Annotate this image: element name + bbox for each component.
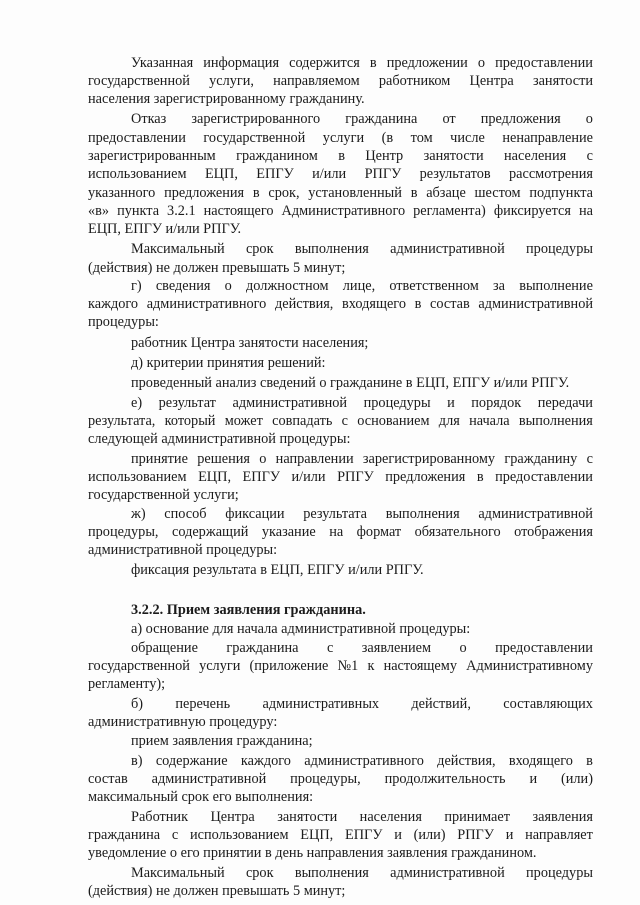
text-line: ЕЦП, ЕПГУ и/или РПГУ. xyxy=(88,221,242,237)
text-line: предоставлении государственной услуги (в том числе ненаправление xyxy=(88,130,593,146)
text-line: использованием ЕЦП, ЕПГУ и/или РПГУ предложения в предоставлении xyxy=(88,469,593,485)
text-line: использованием ЕЦП, ЕПГУ и/или РПГУ результатов рассмотрения xyxy=(88,166,593,182)
text-line: Максимальный срок выполнения административной процедуры xyxy=(131,241,593,257)
text-line: административной процедуры: xyxy=(88,542,278,558)
text-line: уведомление о его принятии в день направления заявления гражданином. xyxy=(88,845,537,861)
text-line: ж) способ фиксации результата выполнения административной xyxy=(131,506,593,522)
text-line: обращение гражданина с заявлением о предоставлении xyxy=(131,640,593,656)
text-line: максимальный срок его выполнения: xyxy=(88,789,314,805)
text-line: принятие решения о направлении зарегистрированному гражданину с xyxy=(131,451,593,467)
text-line: фиксация результата в ЕЦП, ЕПГУ и/или РПГУ. xyxy=(131,562,424,578)
section-heading: 3.2.2. Прием заявления гражданина. xyxy=(131,602,366,618)
text-line: г) сведения о должностном лице, ответственном за выполнение xyxy=(131,278,593,294)
text-line: административную процедуру: xyxy=(88,714,278,730)
text-line: зарегистрированным гражданином в Центр занятости населения с xyxy=(88,148,593,164)
text-line: процедуры: xyxy=(88,314,159,330)
text-line: (действия) не должен превышать 5 минут; xyxy=(88,883,346,899)
text-line: государственной услуги (приложение №1 к настоящему Административному xyxy=(88,658,593,674)
text-line: е) результат административной процедуры и порядок передачи xyxy=(131,395,593,411)
text-line: регламенту); xyxy=(88,676,166,692)
text-line: прием заявления гражданина; xyxy=(131,733,313,749)
text-line: «в» пункта 3.2.1 настоящего Административного регламента) фиксируется на xyxy=(88,203,593,219)
text-line: результата, который может совпадать с основанием для начала выполнения xyxy=(88,413,593,429)
text-line: следующей административной процедуры: xyxy=(88,431,351,447)
text-line: а) основание для начала административной процедуры: xyxy=(131,621,471,637)
text-line: б) перечень административных действий, составляющих xyxy=(131,696,593,712)
text-line: государственной услуги, направляемом работником Центра занятости xyxy=(88,73,593,89)
text-line: Указанная информация содержится в предложении о предоставлении xyxy=(131,55,593,71)
text-line: Отказ зарегистрированного гражданина от предложения о xyxy=(131,111,593,127)
text-line: состав административной процедуры, продолжительность и (или) xyxy=(88,771,593,787)
text-line: работник Центра занятости населения; xyxy=(131,335,369,351)
text-line: (действия) не должен превышать 5 минут; xyxy=(88,260,346,276)
text-line: государственной услуги; xyxy=(88,487,239,503)
text-line: Работник Центра занятости населения принимает заявления xyxy=(131,809,593,825)
text-line: д) критерии принятия решений: xyxy=(131,355,326,371)
text-line: каждого административного действия, входящего в состав административной xyxy=(88,296,593,312)
text-line: Максимальный срок выполнения административной процедуры xyxy=(131,865,593,881)
text-line: проведенный анализ сведений о гражданине в ЕЦП, ЕПГУ и/или РПГУ. xyxy=(131,375,570,391)
text-line: населения зарегистрированному гражданину. xyxy=(88,91,365,107)
text-line: процедуры, содержащий указание на формат обязательного отображения xyxy=(88,524,593,540)
text-line: гражданина с использованием ЕЦП, ЕПГУ и (или) РПГУ и направляет xyxy=(88,827,593,843)
text-line: в) содержание каждого административного действия, входящего в xyxy=(131,753,593,769)
text-line: указанного предложения в срок, установленный в абзаце шестом подпункта xyxy=(88,185,593,201)
